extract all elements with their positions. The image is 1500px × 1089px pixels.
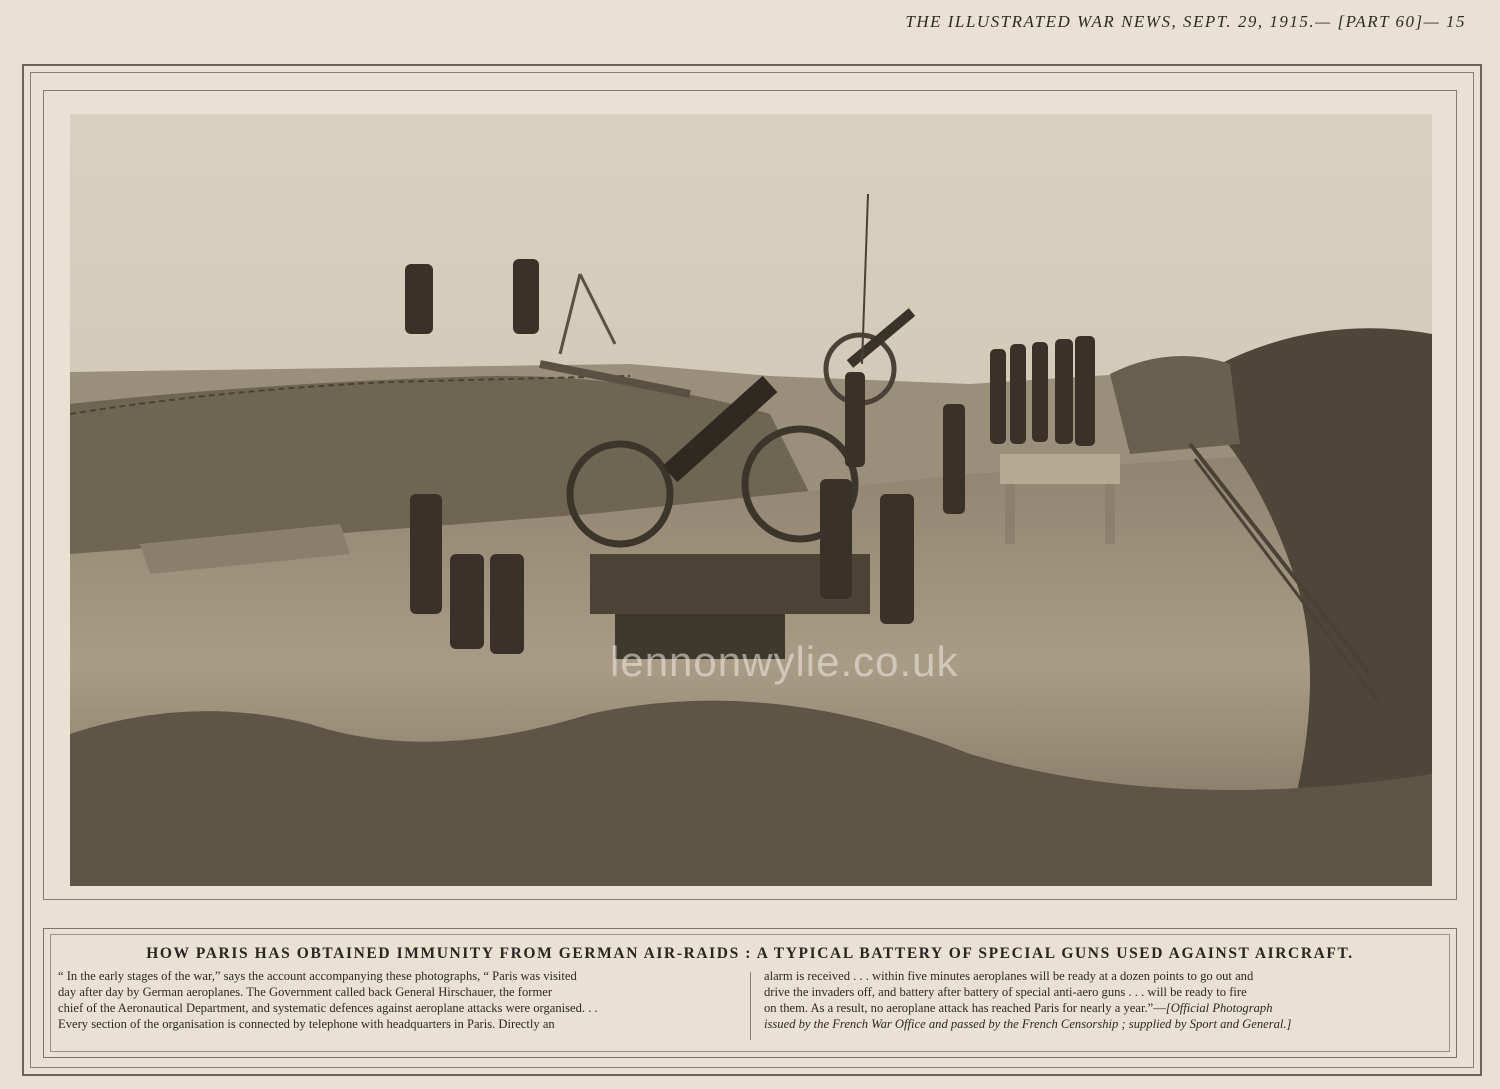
caption-left-column bbox=[58, 968, 738, 1032]
caption-right-line: alarm is received . . . within five minutes aeroplanes will be ready at a dozen points to go out and bbox=[764, 969, 1254, 983]
caption-left-line: “ In the early stages of the war,” says the account accompanying these photographs, “ Paris was visited bbox=[58, 969, 577, 983]
caption-left-line: chief of the Aeronautical Department, and systematic defences against aeroplane attacks were organised. . . bbox=[58, 1001, 598, 1015]
battery-photograph bbox=[70, 114, 1432, 886]
caption-right-line bbox=[764, 1000, 1444, 1016]
caption-right-line-text: on them. As a result, no aeroplane attack has reached Paris for nearly a year.”— bbox=[764, 1001, 1166, 1015]
watermark-text: lennonwylie.co.uk bbox=[610, 638, 959, 685]
caption-right-line: drive the invaders off, and battery after battery of special anti-aero guns . . . will be ready to fire bbox=[764, 985, 1247, 999]
column-divider bbox=[750, 972, 751, 1040]
photo-credit-italic: [Official Photograph bbox=[1165, 1001, 1273, 1015]
running-head: THE ILLUSTRATED WAR NEWS, SEPT. 29, 1915.— [PART 60]— 15 bbox=[905, 12, 1466, 31]
caption-right-line: issued by the French War Office and passed by the French Censorship ; supplied by Sport and General.] bbox=[764, 1017, 1292, 1031]
photo-illustration bbox=[70, 114, 1432, 886]
caption-right-column bbox=[764, 968, 1444, 1032]
caption-left-line: day after day by German aeroplanes. The Government called back General Hirschauer, the former bbox=[58, 985, 553, 999]
caption-title: HOW PARIS HAS OBTAINED IMMUNITY FROM GERMAN AIR-RAIDS : A TYPICAL BATTERY OF SPECIAL GUNS USED AGAINST AIRCRAFT. bbox=[146, 945, 1354, 962]
caption-left-line: Every section of the organisation is connected by telephone with headquarters in Paris. Directly an bbox=[58, 1017, 555, 1031]
